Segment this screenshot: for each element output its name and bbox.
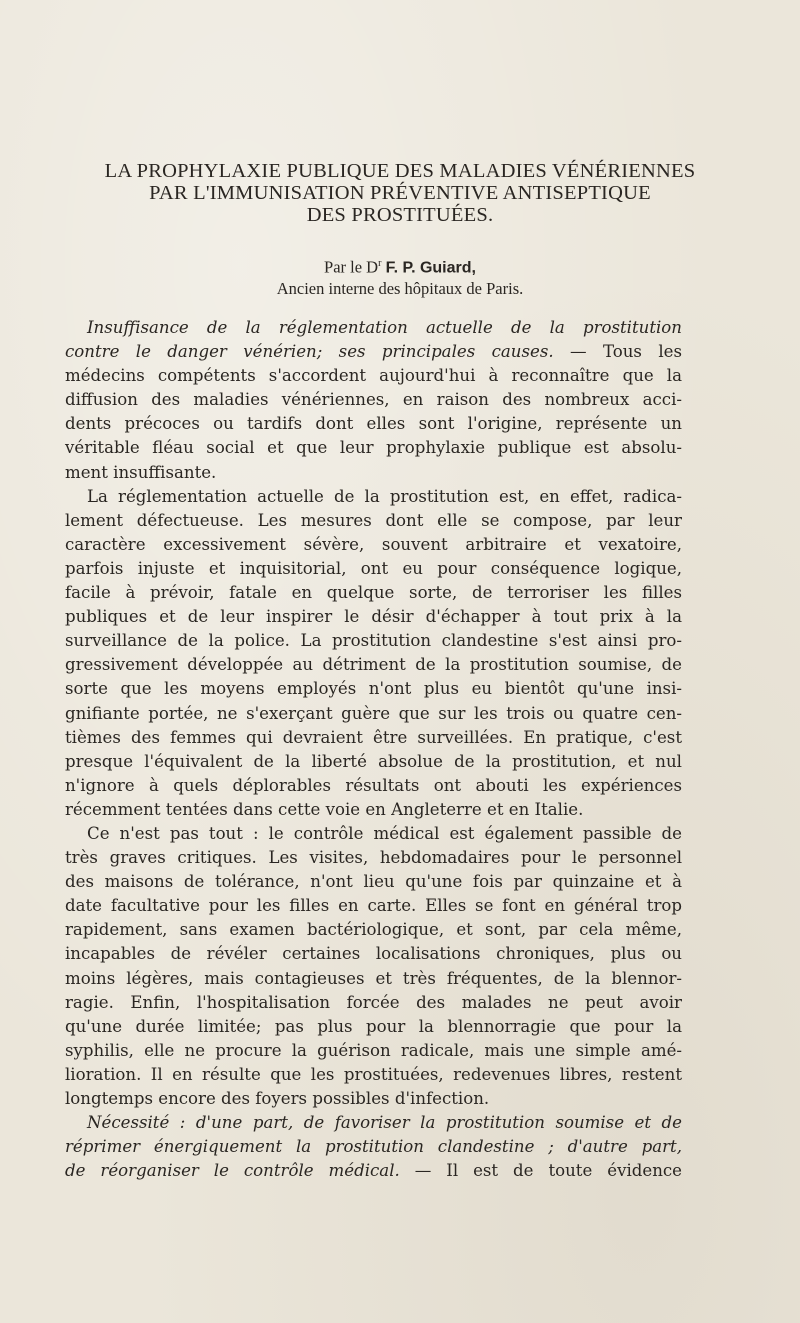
body-line: parfois injuste et inquisitorial, ont eu pour conséquence logique,	[65, 558, 682, 578]
author-block	[60, 254, 740, 299]
body-line: ragie. Enfin, l'hospitalisation forcée des malades ne peut avoir	[65, 992, 682, 1012]
body-line: Nécessité : d'une part, de favoriser la prostitution soumise et de	[87, 1113, 682, 1133]
body-line: qu'une durée limitée; pas plus pour la blennorragie que pour la	[65, 1016, 682, 1036]
body-line: diffusion des maladies vénériennes, en raison des nombreux acci-	[65, 390, 682, 410]
body-line: n'ignore à quels déplorables résultats ont abouti les expériences	[65, 775, 682, 795]
body-line	[65, 340, 682, 364]
title-line-3: DES PROSTITUÉES.	[306, 204, 494, 226]
body-line: date facultative pour les filles en carte. Elles se font en général trop	[65, 896, 682, 916]
body-line: syphilis, elle ne procure la guérison radicale, mais une simple amé-	[65, 1040, 682, 1060]
body-line: surveillance de la police. La prostitution clandestine s'est ainsi pro-	[65, 631, 682, 651]
body-line: médecins compétents s'accordent aujourd'hui à reconnaître que la	[65, 366, 682, 386]
author-line	[60, 254, 740, 279]
author-prefix: Par le D	[324, 257, 379, 277]
body-line: lement défectueuse. Les mesures dont elle se compose, par leur	[65, 510, 682, 530]
body-line: des maisons de tolérance, n'ont lieu qu'une fois par quinzaine et à	[65, 872, 682, 892]
body-text: — Tous les	[553, 342, 682, 362]
body-line: publiques et de leur inspirer le désir d'échapper à tout prix à la	[65, 607, 682, 627]
body-line: dents précoces ou tardifs dont elles sont l'origine, représente un	[65, 414, 682, 434]
body-line: très graves critiques. Les visites, hebdomadaires pour le personnel	[65, 848, 682, 868]
body-line: récemment tentées dans cette voie en Angleterre et en Italie.	[65, 799, 584, 819]
title-line-1: LA PROPHYLAXIE PUBLIQUE DES MALADIES VÉNÉRIENNES	[104, 160, 696, 182]
body-line: La réglementation actuelle de la prostitution est, en effet, radica-	[87, 486, 682, 506]
title-line-2: PAR L'IMMUNISATION PRÉVENTIVE ANTISEPTIQUE	[149, 182, 651, 204]
body-line: presque l'équivalent de la liberté absolue de la prostitution, et nul	[65, 751, 682, 771]
body-line: véritable fléau social et que leur prophylaxie publique est absolu-	[65, 438, 682, 458]
body-line: gressivement développée au détriment de la prostitution soumise, de	[65, 655, 682, 675]
article-body	[65, 316, 682, 1183]
body-line	[65, 1159, 682, 1183]
body-line: gnifiante portée, ne s'exerçant guère que sur les trois ou quatre cen-	[65, 703, 682, 723]
body-line: ment insuffisante.	[65, 462, 217, 482]
body-line: Insuffisance de la réglementation actuelle de la prostitution	[87, 318, 682, 337]
body-line: facile à prévoir, fatale en quelque sorte, de terroriser les filles	[65, 583, 682, 603]
body-line: rapidement, sans examen bactériologique, et sont, par cela même,	[65, 920, 682, 940]
body-line: caractère excessivement sévère, souvent arbitraire et vexatoire,	[65, 534, 682, 554]
body-line: tièmes des femmes qui devraient être surveillées. En pratique, c'est	[65, 727, 682, 747]
body-text: — Il est de toute évidence	[399, 1161, 682, 1181]
author-affiliation: Ancien interne des hôpitaux de Paris.	[276, 278, 524, 298]
body-line: longtemps encore des foyers possibles d'infection.	[65, 1089, 490, 1108]
body-line: sorte que les moyens employés n'ont plus eu bientôt qu'une insi-	[65, 679, 682, 699]
author-name: F. P. Guiard,	[385, 259, 476, 277]
body-line: Ce n'est pas tout : le contrôle médical est également passible de	[87, 823, 682, 843]
body-line: moins légères, mais contagieuses et très fréquentes, de la blennor-	[65, 968, 682, 988]
section-heading-text: contre le danger vénérien; ses principales causes.	[65, 342, 554, 362]
body-line: incapables de révéler certaines localisations chroniques, plus ou	[65, 944, 682, 964]
author-title-sup: r	[378, 258, 382, 269]
section-heading-text: de réorganiser le contrôle médical.	[65, 1161, 400, 1181]
article-title	[60, 160, 740, 226]
body-line: réprimer énergiquement la prostitution clandestine ; d'autre part,	[65, 1137, 682, 1157]
body-line: lioration. Il en résulte que les prostituées, redevenues libres, restent	[65, 1064, 682, 1084]
